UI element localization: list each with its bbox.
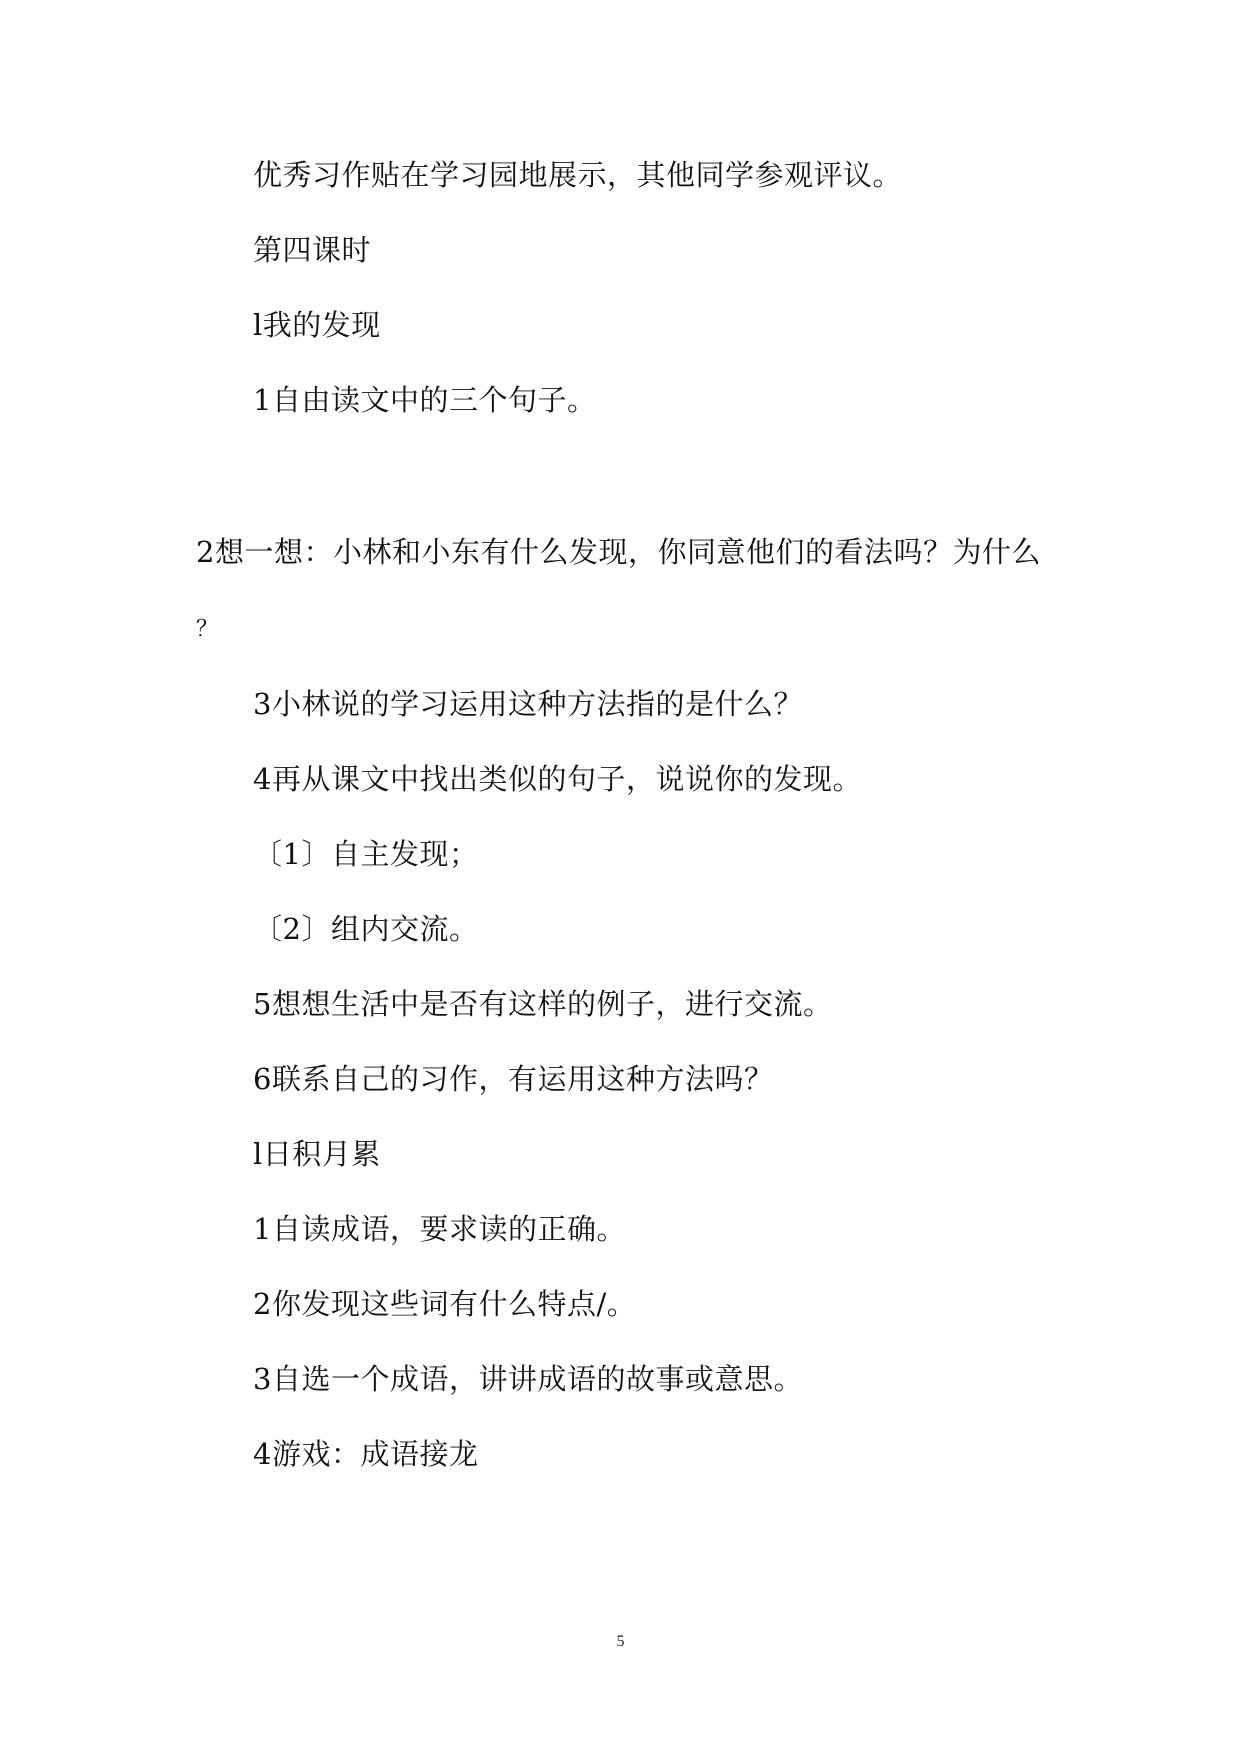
sub-list-item: 〔1〕自主发现； bbox=[253, 837, 479, 871]
paragraph-line: 优秀习作贴在学习园地展示，其他同学参观评议。 bbox=[253, 158, 903, 192]
list-item: 1自由读文中的三个句子。 bbox=[253, 383, 597, 417]
section-heading: 第四课时 bbox=[253, 233, 372, 267]
list-item: 4游戏：成语接龙 bbox=[253, 1437, 479, 1471]
subsection-heading: l日积月累 bbox=[253, 1137, 381, 1171]
list-item: 6联系自己的习作，有运用这种方法吗？ bbox=[253, 1062, 774, 1096]
page-number: 5 bbox=[616, 1633, 625, 1650]
list-item: 4再从课文中找出类似的句子，说说你的发现。 bbox=[253, 762, 862, 796]
list-item: 2想一想：小林和小东有什么发现，你同意他们的看法吗？为什么 bbox=[196, 535, 1041, 569]
list-item: 1自读成语，要求读的正确。 bbox=[253, 1212, 626, 1246]
sub-list-item: 〔2〕组内交流。 bbox=[253, 912, 479, 946]
subsection-heading: l我的发现 bbox=[253, 308, 381, 342]
list-item: 3小林说的学习运用这种方法指的是什么？ bbox=[253, 687, 803, 721]
list-item-continuation: ？ bbox=[196, 617, 219, 642]
list-item: 2你发现这些词有什么特点/。 bbox=[253, 1287, 637, 1321]
list-item: 5想想生活中是否有这样的例子，进行交流。 bbox=[253, 987, 833, 1021]
list-item: 3自选一个成语，讲讲成语的故事或意思。 bbox=[253, 1362, 803, 1396]
